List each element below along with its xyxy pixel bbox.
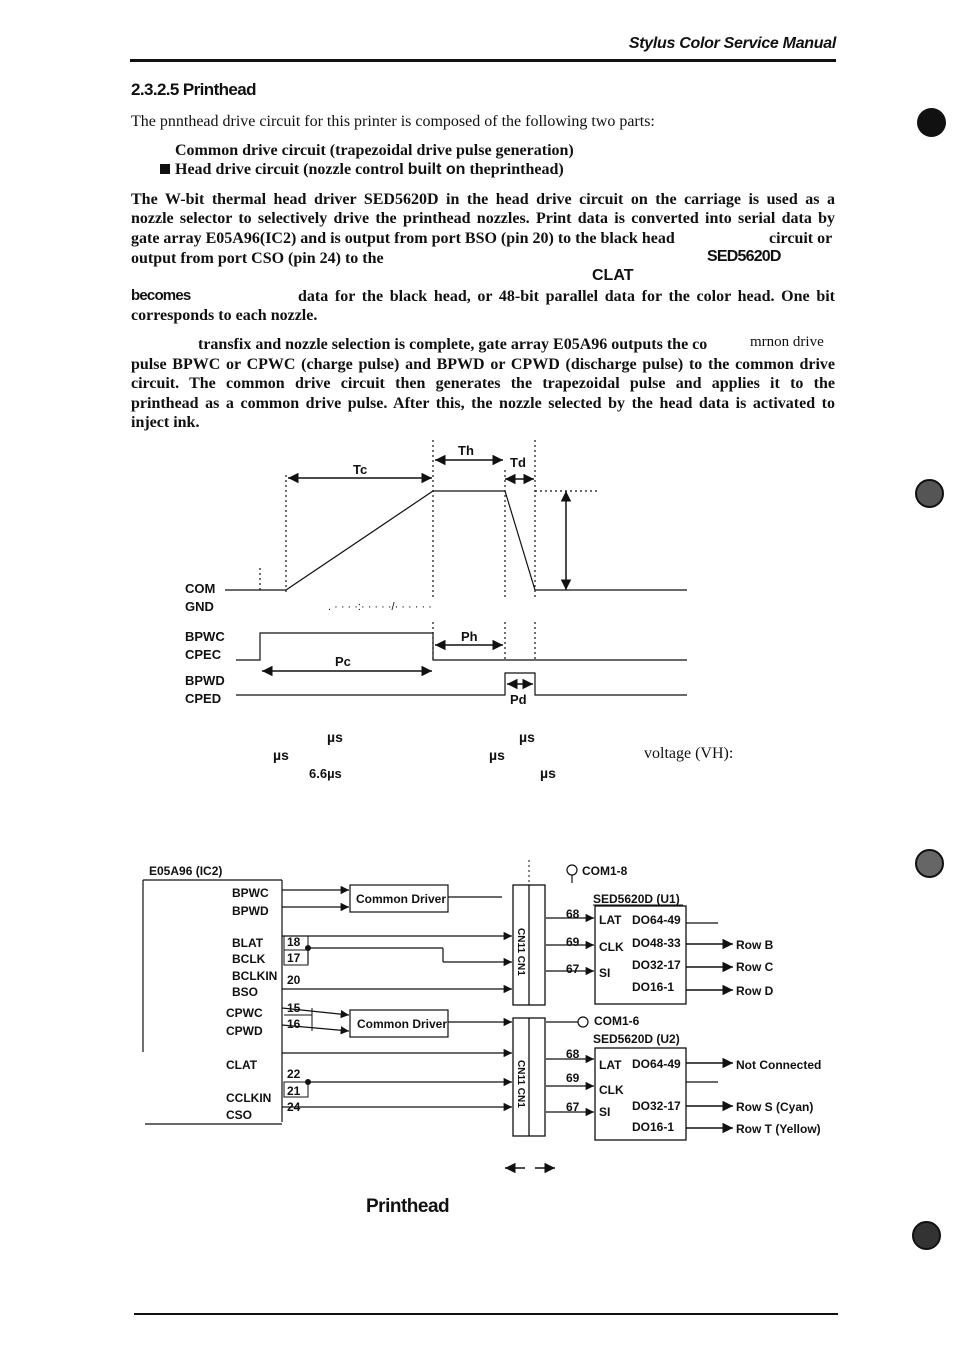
p2-line3: circuit. The common drive circuit then generates the trapezoidal pulse and applies it to the (131, 375, 835, 392)
u1-clk: CLK (599, 940, 624, 954)
signal-bclkin: BCLKIN (232, 969, 278, 983)
p1-line6a: becomes (131, 287, 191, 304)
pin-20: 20 (287, 973, 301, 987)
td-label: Td (510, 455, 526, 470)
u2-out-1: DO64-49 (632, 1057, 681, 1071)
p1-line5: CLAT (592, 267, 634, 284)
u1-label: SED5620D (U1) (593, 892, 680, 906)
u2-lat: LAT (599, 1058, 622, 1072)
signal-cpwd: CPWD (226, 1024, 263, 1038)
u2-out-2: DO32-17 (632, 1099, 681, 1113)
u2-out-3: DO16-1 (632, 1120, 675, 1134)
signal-bso: BSO (232, 985, 259, 999)
common-driver-label-2: Common Driver (357, 1017, 448, 1031)
pin-22: 22 (287, 1067, 301, 1081)
u1-si: SI (599, 966, 611, 980)
signal-cclkin: CCLKIN (226, 1091, 272, 1105)
cped-label: CPED (185, 691, 222, 706)
p1-line4a: output from port CSO (pin 24) to the (131, 250, 384, 267)
bpwc-label: BPWC (185, 629, 225, 644)
u2-clk: CLK (599, 1083, 624, 1097)
footer-rule (134, 1313, 838, 1315)
bullet2-suffix: theprinthead) (465, 161, 564, 178)
signal-clat: CLAT (226, 1058, 258, 1072)
com-waveform (225, 491, 687, 590)
signal-blat: BLAT (232, 936, 264, 950)
u1-out-4: DO16-1 (632, 980, 675, 994)
bpwd-waveform (236, 673, 687, 695)
pin-18: 18 (287, 935, 301, 949)
p1-line3b: circuit or (769, 230, 833, 247)
row-t: Row T (Yellow) (736, 1122, 821, 1136)
p2-line1a: transfix and nozzle selection is complete, gate array E05A96 outputs the co (198, 336, 708, 353)
com1-8-label: COM1-8 (582, 864, 628, 878)
u1-pin-69: 69 (566, 935, 580, 949)
u1-out-1: DO64-49 (632, 913, 681, 927)
signal-bpwd: BPWD (232, 904, 269, 918)
u1-lat: LAT (599, 913, 622, 927)
bullet-common-drive: Common drive circuit (trapezoidal drive pulse generation) (175, 142, 574, 159)
u2-pin-67: 67 (566, 1100, 580, 1114)
bullet2-bold: built on (407, 161, 466, 178)
p1-line7: corresponds to each nozzle. (131, 307, 318, 324)
header-title: Stylus Color Service Manual (628, 35, 836, 52)
signal-bclk: BCLK (232, 952, 266, 966)
u1-out-3: DO32-17 (632, 958, 681, 972)
p1-line6b: data for the black head, or 48-bit parallel data for the color head. One bit (298, 288, 835, 305)
hole-punch-4 (912, 1221, 941, 1250)
signal-cso: CSO (226, 1108, 253, 1122)
row-c: Row C (736, 960, 774, 974)
row-d: Row D (736, 984, 774, 998)
bpwd-label: BPWD (185, 673, 225, 688)
caption-printhead: Printhead (366, 1196, 450, 1217)
note-mu-4: µs (489, 747, 505, 763)
tc-label: Tc (353, 462, 368, 477)
signal-bpwc: BPWC (232, 886, 269, 900)
gnd-label: GND (185, 599, 214, 614)
p2-line2: pulse BPWC or CPWC (charge pulse) and BPWD or CPWD (discharge pulse) to the common drive (131, 356, 835, 373)
p1-line4b: SED5620D (707, 248, 781, 265)
note-voltage: voltage (VH): (644, 745, 734, 762)
note-mu-3: µs (273, 747, 289, 763)
not-connected: Not Connected (736, 1058, 822, 1072)
p2-line1b: mrnon drive (750, 334, 824, 350)
u2-si: SI (599, 1105, 611, 1119)
u1-pin-67: 67 (566, 962, 580, 976)
com-label: COM (185, 581, 216, 596)
bullet2-prefix: Head drive circuit (nozzle control (175, 161, 408, 178)
u1-out-2: DO48-33 (632, 936, 681, 950)
p1-line2: nozzle selector to selectively drive the printhead nozzles. Print data is converted into serial data by (131, 210, 835, 227)
u2-label: SED5620D (U2) (593, 1032, 680, 1046)
note-mu-1: µs (327, 729, 343, 745)
pin-17: 17 (287, 951, 301, 965)
pd-label: Pd (510, 692, 527, 707)
u2-pin-69: 69 (566, 1071, 580, 1085)
u1-pin-68: 68 (566, 907, 580, 921)
signal-cpwc: CPWC (226, 1006, 263, 1020)
row-s: Row S (Cyan) (736, 1100, 814, 1114)
note-mu-2: µs (519, 729, 535, 745)
p1-line3a: gate array E05A96(IC2) and is output from port BSO (pin 20) to the black head (131, 230, 675, 247)
com1-6-label: COM1-6 (594, 1014, 640, 1028)
ph-label: Ph (461, 629, 478, 644)
p2-line5: inject ink. (131, 414, 200, 431)
note-6-6: 6.6µs (309, 766, 342, 781)
section-heading: 2.3.2.5 Printhead (131, 80, 256, 99)
row-b: Row B (736, 938, 774, 952)
gnd-dots: . · · · ·:· · · · ·/· · · · · · (328, 601, 432, 613)
pin-16: 16 (287, 1017, 301, 1031)
note-mu-5: µs (540, 765, 556, 781)
th-label: Th (458, 443, 474, 458)
gate-array-label: E05A96 (IC2) (149, 864, 223, 878)
p1-line1: The W-bit thermal head driver SED5620D in the head drive circuit on the carriage is used as a (131, 191, 835, 208)
pc-label: Pc (335, 654, 351, 669)
u2-pin-68: 68 (566, 1047, 580, 1061)
pin-21: 21 (287, 1084, 301, 1098)
cpec-label: CPEC (185, 647, 222, 662)
connector-1-label: CN11 CN1 (515, 928, 526, 976)
block-diagram (0, 850, 954, 1180)
intro-text: The pnnthead drive circuit for this printer is composed of the following two parts: (131, 113, 655, 130)
p2-line4: printhead as a common drive pulse. After this, the nozzle selected by the head data is activated to (131, 395, 835, 412)
pin-24: 24 (287, 1100, 301, 1114)
common-driver-label-1: Common Driver (356, 892, 447, 906)
connector-2-label: CN11 CN1 (515, 1060, 526, 1108)
pin-15: 15 (287, 1001, 301, 1015)
